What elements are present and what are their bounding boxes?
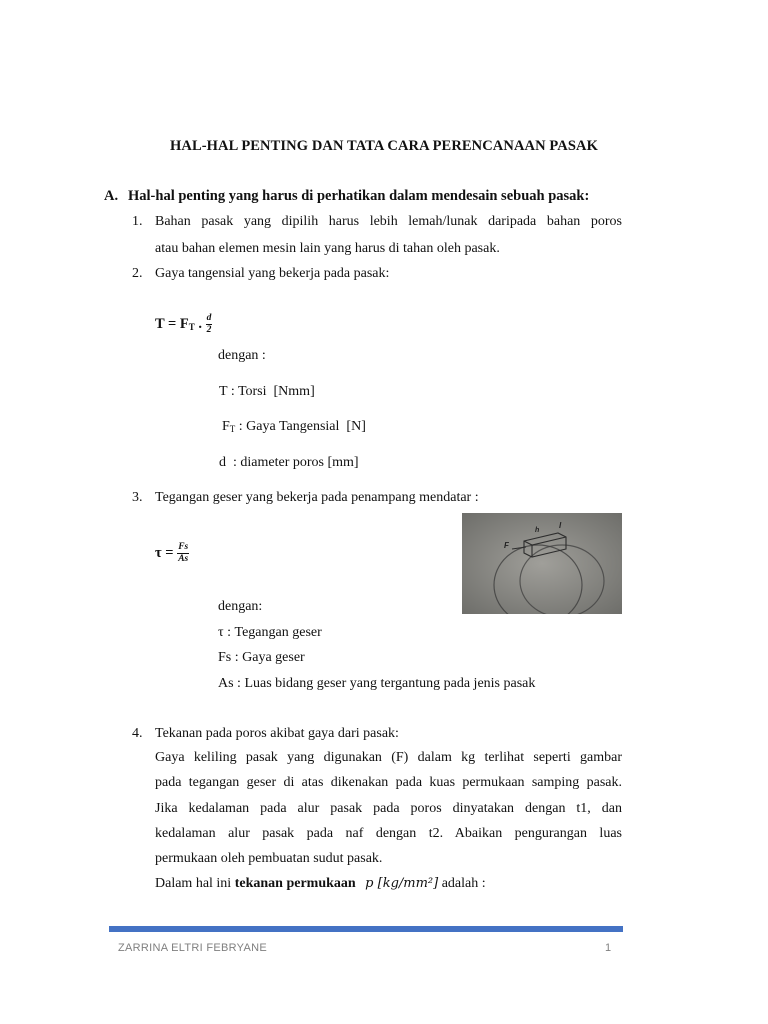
item3-dengan: dengan: (218, 599, 263, 614)
item4-last-line: Dalam hal ini tekanan permukaan p [kg/mm²] adalah : (155, 876, 486, 891)
item4-text: Tekanan pada poros akibat gaya dari pasak: (155, 726, 399, 741)
def-gaya-geser: Fs : Gaya geser (218, 650, 305, 665)
page-title: HAL-HAL PENTING DAN TATA CARA PERENCANAAN PASAK (170, 138, 598, 154)
figure-label-l: l (559, 521, 562, 530)
def-tegangan-geser: τ : Tegangan geser (218, 625, 322, 640)
item4-para-line5: permukaan oleh pembuatan sudut pasak. (155, 851, 383, 866)
key-shaft-sketch (462, 513, 622, 614)
def-gaya-tangensial: $F_T$ : Gaya Tangensial [N] (222, 419, 366, 434)
d-over-2-fraction: $\frac{d}{2}$ (206, 313, 212, 335)
figure-label-f: F (504, 541, 509, 550)
torque-formula: $T = F_T$ . $\frac{d}{2}$ (155, 313, 212, 335)
item4-para-line4: kedalaman alur pasak pada naf dengan t2. Abaikan pengurangan luas (155, 826, 622, 841)
item3-number: 3. (132, 490, 143, 505)
pressure-unit-math: p [kg/mm²] (365, 876, 439, 891)
item2-dengan: dengan : (218, 348, 266, 363)
item4-number: 4. (132, 726, 143, 741)
item4-para-line1: Gaya keliling pasak yang digunakan (F) dalam kg terlihat seperti gambar (155, 750, 622, 765)
figure-label-h: h (535, 527, 540, 534)
shear-stress-formula: τ = $\frac{Fs}{As}$ (155, 542, 189, 564)
footer-author: ZARRINA ELTRI FEBRYANE (118, 942, 268, 954)
def-diameter: d : diameter poros [mm] (219, 455, 359, 470)
tekanan-permukaan-term: tekanan permukaan (234, 876, 356, 891)
def-luas-bidang: As : Luas bidang geser yang tergantung pada jenis pasak (218, 676, 536, 691)
item2-text: Gaya tangensial yang bekerja pada pasak: (155, 266, 390, 281)
def-torsi: T : Torsi [Nmm] (219, 384, 315, 399)
footer-page-number: 1 (605, 942, 612, 954)
footer-rule (109, 926, 623, 932)
item1-number: 1. (132, 214, 143, 229)
item2-number: 2. (132, 266, 143, 281)
item3-text: Tegangan geser yang bekerja pada penampang mendatar : (155, 490, 479, 505)
item1-line1: Bahan pasak yang dipilih harus lebih lemah/lunak daripada bahan poros (155, 214, 622, 229)
item4-para-line2: pada tegangan geser di atas dikenakan pada kuas permukaan samping pasak. (155, 775, 622, 790)
fs-over-as-fraction: $\frac{Fs}{As}$ (178, 542, 189, 564)
item4-para-line3: Jika kedalaman pada alur pasak pada poros dinyatakan dengan t1, dan (155, 801, 622, 816)
key-shaft-photo (462, 513, 622, 614)
section-a-heading (104, 188, 589, 205)
item1-line2: atau bahan elemen mesin lain yang harus di tahan oleh pasak. (155, 241, 500, 256)
section-a-text: Hal-hal penting yang harus di perhatikan dalam mendesain sebuah pasak: (128, 188, 590, 204)
section-a-label: A. (104, 188, 119, 204)
